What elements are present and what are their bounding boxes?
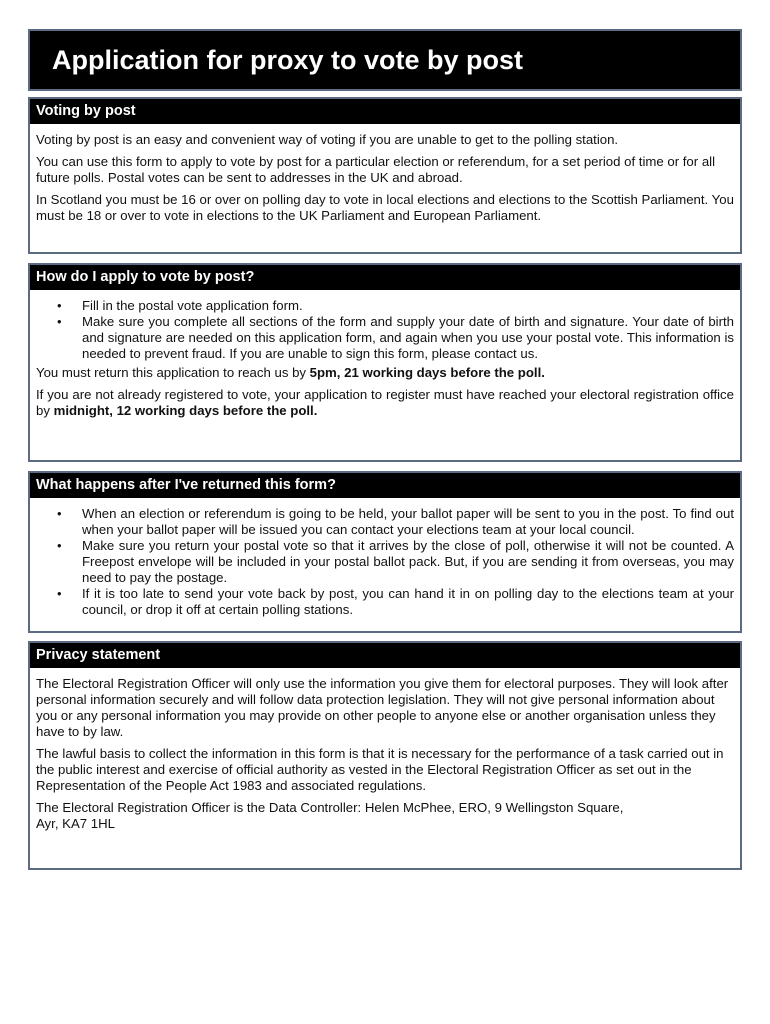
paragraph: Voting by post is an easy and convenient way of voting if you are unable to get to the polling station. <box>36 132 619 147</box>
list-item: • If it is too late to send your vote back by post, you can hand it in on polling day to the elections team at your council, or drop it off at certain polling stations. <box>57 586 734 617</box>
bullet-icon: • <box>57 314 62 329</box>
section-voting-by-post <box>28 97 742 254</box>
bullet-list <box>36 506 734 618</box>
bullet-list <box>36 298 734 362</box>
paragraph: In Scotland you must be 16 or over on polling day to vote in local elections and elections to the Scottish Parliament. You must be 18 or over to vote in elections to the UK Parliament and European Parliament. <box>36 192 734 223</box>
bullet-icon: • <box>57 586 62 601</box>
list-item: • Fill in the postal vote application form. <box>57 298 303 313</box>
section-how-to-apply <box>28 263 742 462</box>
section-heading: How do I apply to vote by post? <box>30 265 740 290</box>
section-privacy <box>28 641 742 870</box>
paragraph: You can use this form to apply to vote by post for a particular election or referendum, for a set period of time or for all future polls. Postal votes can be sent to addresses in the UK and abroad. <box>36 154 716 185</box>
bullet-icon: • <box>57 538 62 553</box>
bullet-icon: • <box>57 506 62 521</box>
paragraph: If you are not already registered to vote, your application to register must have reached your electoral registration office by midnight, 12 working days before the poll. <box>36 387 734 418</box>
bullet-icon: • <box>57 298 62 313</box>
section-heading: Privacy statement <box>30 643 740 668</box>
list-item: • Make sure you complete all sections of the form and supply your date of birth and signature. Your date of birth and signature are needed on this application form, and again when you use your postal vote. This information is needed to prevent fraud. If you are unable to sign this form, please contact us. <box>57 314 734 361</box>
page-title: Application for proxy to vote by post <box>28 29 742 91</box>
paragraph: You must return this application to reach us by 5pm, 21 working days before the poll. <box>36 365 545 380</box>
list-item: • Make sure you return your postal vote so that it arrives by the close of poll, otherwise it will not be counted. A Freepost envelope will be included in your postal ballot pack. But, if you are sending it from overseas, you may need to pay the postage. <box>57 538 734 585</box>
paragraph: The Electoral Registration Officer will only use the information you give them for electoral purposes. They will look after personal information securely and will follow data protection legislation. They will not give personal information about you or any personal information you may provide on other people to anyone else or another organisation unless they have to by law. <box>36 676 729 739</box>
section-heading: What happens after I've returned this form? <box>30 473 740 498</box>
paragraph: The lawful basis to collect the information in this form is that it is necessary for the performance of a task carried out in the public interest and exercise of official authority as vested in the Electoral Registration Officer as set out in the Representation of the People Act 1983 and associated regulations. <box>36 746 724 793</box>
paragraph: The Electoral Registration Officer is the Data Controller: Helen McPhee, ERO, 9 Wellingston Square, Ayr, KA7 1HL <box>36 800 624 831</box>
list-item: • When an election or referendum is going to be held, your ballot paper will be sent to you in the post. To find out when your ballot paper will be issued you can contact your elections team at your local council. <box>57 506 734 537</box>
section-after-return <box>28 471 742 633</box>
section-heading: Voting by post <box>30 99 740 124</box>
